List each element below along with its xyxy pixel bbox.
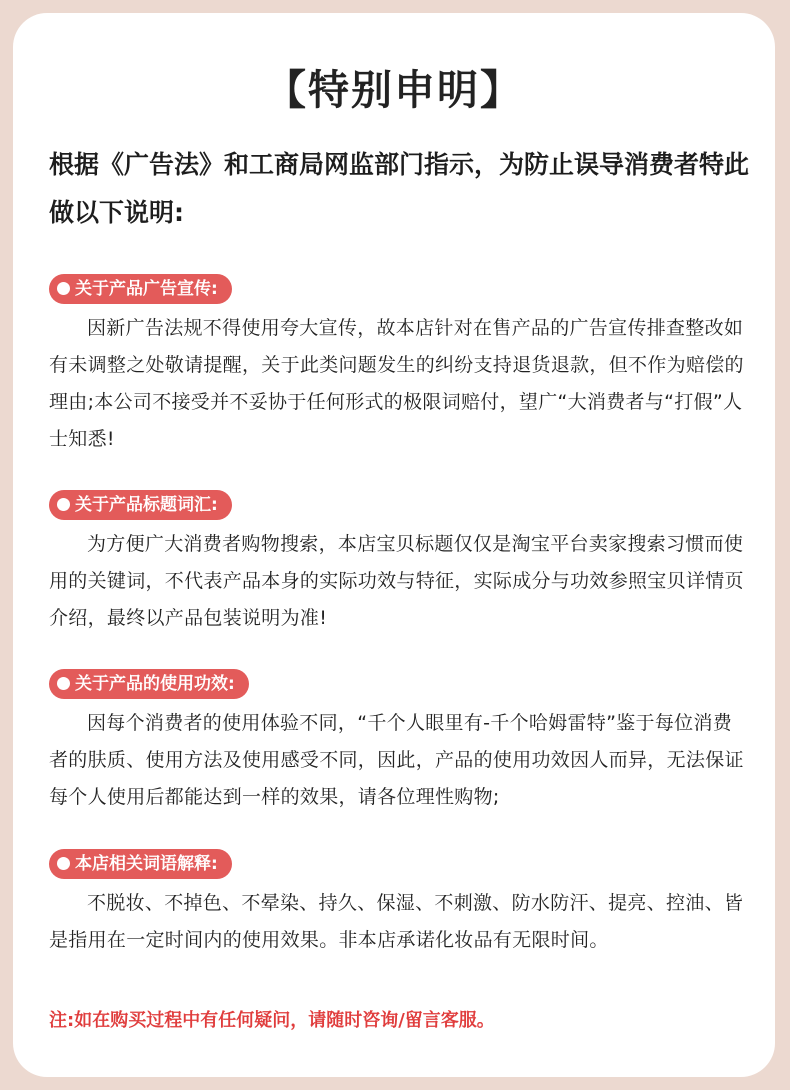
statement-card: [13, 13, 775, 1077]
section-text: 不脱妆、不掉色、不晕染、持久、保湿、不刺激、防水防汗、提亮、控油、皆是指用在一定时间内的使用效果。非本店承诺化妆品有无限时间。: [49, 892, 744, 951]
section-badge: [49, 490, 232, 520]
section-term-explanation: [49, 849, 749, 959]
bullet-dot-icon: [57, 677, 70, 690]
section-advertising: [49, 274, 749, 458]
section-label: 关于产品广告宣传:: [75, 279, 218, 299]
section-label: 关于产品的使用功效:: [75, 674, 235, 694]
bullet-dot-icon: [57, 282, 70, 295]
section-text: 为方便广大消费者购物搜索，本店宝贝标题仅仅是淘宝平台卖家搜索习惯而使用的关键词，不代表产品本身的实际功效与特征，实际成分与功效参照宝贝详情页介绍，最终以产品包装说明为准!: [49, 533, 744, 629]
section-title-words: [49, 490, 749, 637]
section-badge: [49, 274, 232, 304]
intro-text: 根据《广告法》和工商局网监部门指示，为防止误导消费者特此做以下说明:: [49, 150, 750, 227]
footer-note: 注:如在购买过程中有任何疑问，请随时咨询/留言客服。: [49, 1010, 495, 1031]
section-label: 关于产品标题词汇:: [75, 495, 218, 515]
page-title: 【特别申明】: [265, 66, 523, 114]
section-text: 因新广告法规不得使用夸大宣传，故本店针对在售产品的广告宣传排查整改如有未调整之处敬请提醒，关于此类问题发生的纠纷支持退货退款，但不作为赔偿的理由;本公司不接受并不妥协于任何形式的极限词赔付，望广“大消费者与“打假”人士知悉!: [49, 317, 744, 450]
bullet-dot-icon: [57, 857, 70, 870]
section-text: 因每个消费者的使用体验不同，“千个人眼里有-千个哈姆雷特”鉴于每位消费者的肤质、使用方法及使用感受不同，因此，产品的使用功效因人而异，无法保证每个人使用后都能达到一样的效果，请各位理性购物;: [49, 712, 744, 808]
section-usage-effect: [49, 669, 749, 816]
section-badge: [49, 849, 232, 879]
section-badge: [49, 669, 249, 699]
bullet-dot-icon: [57, 498, 70, 511]
section-label: 本店相关词语解释:: [75, 854, 218, 874]
